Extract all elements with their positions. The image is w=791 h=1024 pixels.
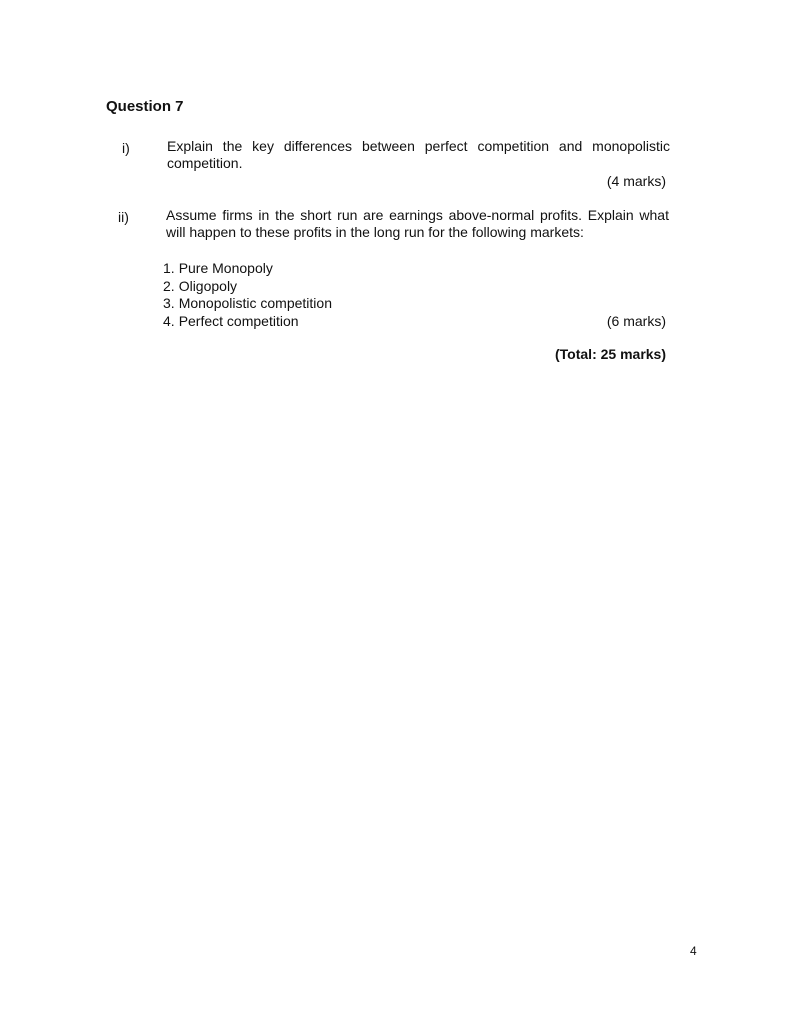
- part-i-marks: (4 marks): [606, 173, 666, 189]
- list-item-index: 2.: [163, 277, 175, 294]
- page-number: 4: [690, 944, 697, 958]
- market-list: [163, 260, 332, 330]
- question-title: Question 7: [106, 98, 184, 115]
- list-item-index: 3.: [163, 295, 175, 311]
- part-i-number: i): [122, 140, 130, 156]
- part-ii-number: ii): [118, 209, 129, 225]
- list-item-index: 4.: [163, 312, 175, 329]
- list-item-label: Monopolistic competition: [178, 295, 332, 311]
- list-item: [163, 313, 332, 331]
- list-item: [163, 278, 332, 296]
- list-item: [163, 295, 332, 313]
- list-item-label: Oligopoly: [178, 277, 238, 294]
- list-item-label: Perfect competition: [178, 312, 299, 329]
- part-ii-marks: (6 marks): [606, 313, 666, 329]
- list-item-index: 1.: [163, 260, 175, 276]
- list-item-label: Pure Monopoly: [178, 260, 273, 276]
- part-i-text: Explain the key differences between perfect competition and monopolistic competition.: [167, 138, 670, 171]
- list-item: [163, 260, 332, 278]
- total-marks: (Total: 25 marks): [555, 346, 666, 362]
- part-ii-text: Assume firms in the short run are earnings above-normal profits. Explain what will happen to these profits in the long run for the following markets:: [166, 207, 669, 240]
